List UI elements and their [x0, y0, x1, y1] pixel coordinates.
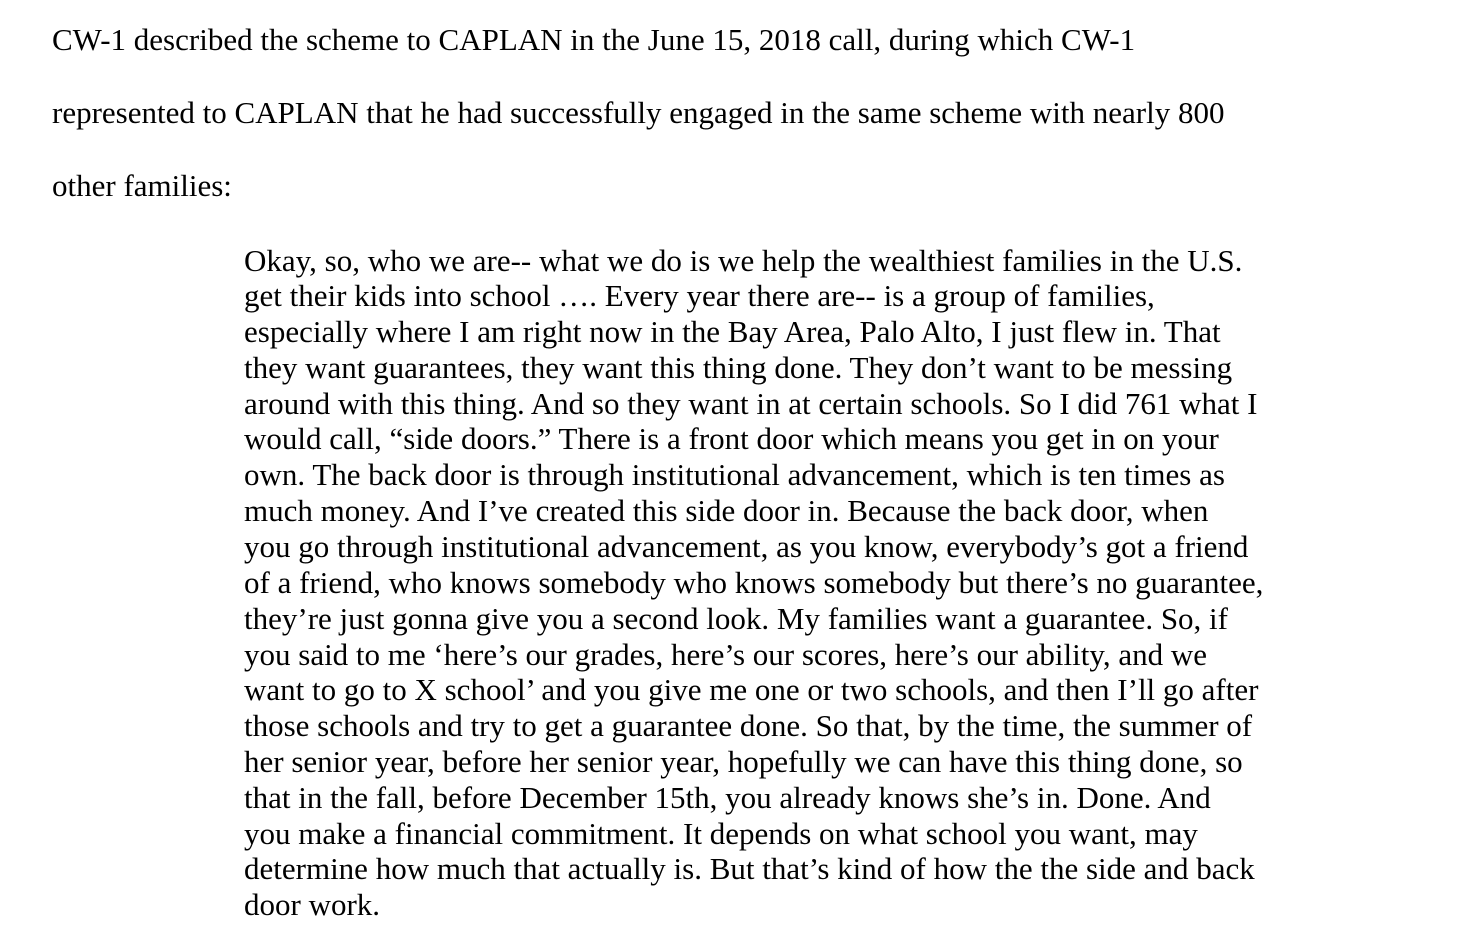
- quote-line: determine how much that actually is. But that’s kind of how the the side and back: [244, 851, 1255, 886]
- quote-line: much money. And I’ve created this side door in. Because the back door, when: [244, 493, 1209, 528]
- quote-line: especially where I am right now in the Bay Area, Palo Alto, I just flew in. That: [244, 314, 1221, 349]
- intro-line: CW-1 described the scheme to CAPLAN in the June 15, 2018 call, during which CW-1: [52, 22, 1136, 57]
- quote-line: would call, “side doors.” There is a front door which means you get in on your: [244, 421, 1219, 456]
- intro-line: other families:: [52, 168, 232, 203]
- quote-line: they’re just gonna give you a second look. My families want a guarantee. So, if: [244, 601, 1228, 636]
- quote-line: want to go to X school’ and you give me one or two schools, and then I’ll go after: [244, 672, 1259, 707]
- quote-line: that in the fall, before December 15th, you already knows she’s in. Done. And: [244, 780, 1211, 815]
- quote-line: get their kids into school …. Every year there are-- is a group of families,: [244, 278, 1155, 313]
- quote-line: those schools and try to get a guarantee done. So that, by the time, the summer of: [244, 708, 1253, 743]
- quote-line: door work.: [244, 887, 381, 922]
- quote-line: her senior year, before her senior year, hopefully we can have this thing done, so: [244, 744, 1243, 779]
- quote-line: own. The back door is through institutional advancement, which is ten times as: [244, 457, 1225, 492]
- quote-line: you make a financial commitment. It depends on what school you want, may: [244, 816, 1198, 851]
- quote-line: Okay, so, who we are-- what we do is we help the wealthiest families in the U.S.: [244, 243, 1243, 278]
- quote-line: you go through institutional advancement, as you know, everybody’s got a friend: [244, 529, 1249, 564]
- quote-line: they want guarantees, they want this thing done. They don’t want to be messing: [244, 350, 1233, 385]
- quote-line: you said to me ‘here’s our grades, here’s our scores, here’s our ability, and we: [244, 637, 1207, 672]
- intro-line: represented to CAPLAN that he had successfully engaged in the same scheme with nearly 800: [52, 95, 1225, 130]
- quote-line: of a friend, who knows somebody who knows somebody but there’s no guarantee,: [244, 565, 1264, 600]
- quote-line: around with this thing. And so they want in at certain schools. So I did 761 what I: [244, 386, 1258, 421]
